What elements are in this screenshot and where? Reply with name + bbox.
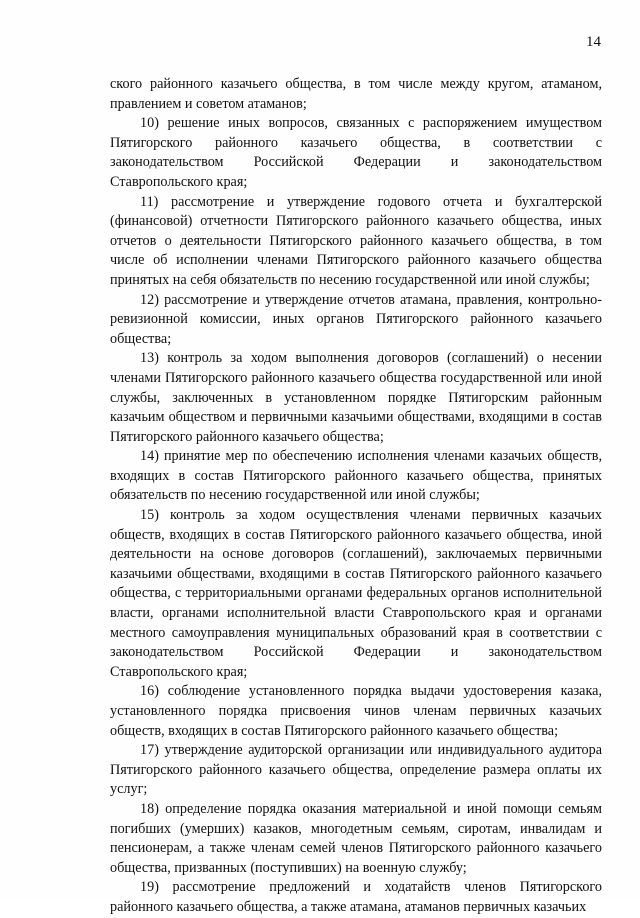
document-body	[110, 75, 602, 918]
paragraph-item-13: 13) контроль за ходом выполнения договоров (соглашений) о несении членами Пятигорского районного казачьего общества государственной или иной службы, заключенных в установленном порядке Пятигорским районным казачьим обществом и первичными казачьими обществами, входящими в состав Пятигорского районного казачьего общества;	[110, 350, 602, 445]
paragraph-continuation: ского районного казачьего общества, в том числе между кругом, атаманом, правлением и советом атаманов;	[110, 76, 602, 112]
paragraph-item-17: 17) утверждение аудиторской организации или индивидуального аудитора Пятигорского районного казачьего общества, определение размера оплаты их услуг;	[110, 742, 602, 798]
paragraph-item-16: 16) соблюдение установленного порядка выдачи удостоверения казака, установленного порядка присвоения чинов членам первичных казачьих обществ, входящих в состав Пятигорского районного казачьего общества;	[110, 683, 602, 739]
paragraph-item-19: 19) рассмотрение предложений и ходатайств членов Пятигорского районного казачьего общества, а также атамана, атаманов первичных казачьих	[110, 879, 602, 915]
paragraph-item-15: 15) контроль за ходом осуществления членами первичных казачьих обществ, входящих в состав Пятигорского районного казачьего общества, иной деятельности на основе договоров (соглашений), заключаемых первичными казачьими обществами, входящими в состав Пятигорского районного казачьего общества, с территориальными органами федеральных органов исполнительной власти, органами исполнительной власти Ставропольского края и органами местного самоуправления муниципальных образований края в соответствии с законодательством Российской Федерации и законодательством Ставропольского края;	[110, 507, 602, 680]
paragraph-item-10: 10) решение иных вопросов, связанных с распоряжением имуществом Пятигорского районного казачьего общества, в соответствии с законодательством Российской Федерации и законодательством Ставропольского края;	[110, 115, 602, 190]
page-number: 14	[586, 34, 601, 50]
paragraph-item-14: 14) принятие мер по обеспечению исполнения членами казачьих обществ, входящих в состав Пятигорского районного казачьего общества, принятых обязательств по несению государственной или иной службы;	[110, 448, 602, 504]
paragraph-item-18: 18) определение порядка оказания материальной и иной помощи семьям погибших (умерших) казаков, многодетным семьям, сиротам, инвалидам и пенсионерам, а также членам семей членов Пятигорского районного казачьего общества, призванных (поступивших) на военную службу;	[110, 800, 602, 876]
paragraph-item-12: 12) рассмотрение и утверждение отчетов атамана, правления, контрольно-ревизионной комиссии, иных органов Пятигорского районного казачьего общества;	[110, 291, 602, 347]
paragraph-item-11: 11) рассмотрение и утверждение годового отчета и бухгалтерской (финансовой) отчетности Пятигорского районного казачьего общества, иных отчетов о деятельности Пятигорского районного казачьего общества, в том числе об исполнении членами Пятигорского районного казачьего общества принятых на себя обязательств по несению государственной или иной службы;	[110, 193, 602, 288]
